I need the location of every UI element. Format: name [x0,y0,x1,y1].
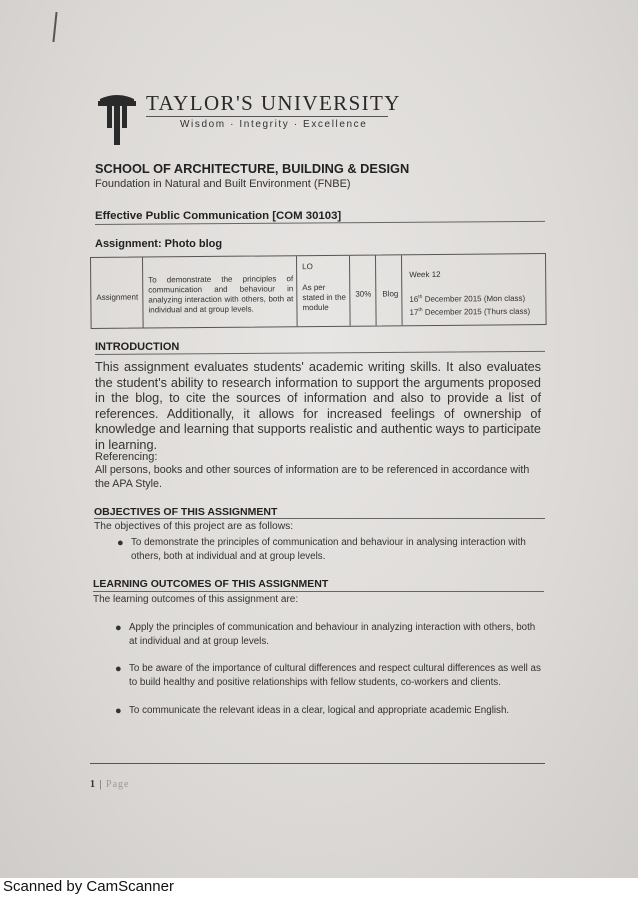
date1-day: 16 [409,294,419,304]
assignment-objective: To demonstrate the principles of communication and behaviour in analyzing interaction with others, both at individual and at group levels. [148,274,294,315]
assignment-format: Blog [382,289,399,299]
university-crest-icon [98,93,136,145]
objective-item [117,536,543,564]
assignment-title: Assignment: Photo blog [95,238,223,250]
learning-outcome-item [115,662,543,690]
lo-text: As per stated in the module [302,282,346,313]
school-name: SCHOOL OF ARCHITECTURE, BUILDING & DESIGN [95,161,410,176]
page-number: 1 [90,779,96,790]
university-name: TAYLOR'S UNIVERSITY [146,91,401,115]
learning-outcome-text: To be aware of the importance of cultural differences and respect cultural differences as well as to build healthy and positive relationships with fellow students, co-workers and clients. [129,663,541,688]
ordinal-suffix: th [418,306,423,313]
table-cell-type [91,258,144,328]
ordinal-suffix: th [418,294,423,301]
bullet-icon: ● [115,705,122,717]
referencing-text: All persons, books and other sources of information are to be referenced in accordance with the APA Style. [95,464,530,490]
footer-divider [90,763,545,764]
learning-outcome-text: To communicate the relevant ideas in a clear, logical and appropriate academic English. [129,705,510,716]
objectives-intro: The objectives of this project are as follows: [94,521,294,532]
assignment-weight: 30% [355,289,372,299]
pen-mark [52,12,57,42]
date2-day: 17 [409,307,419,317]
table-cell-objective [143,256,298,327]
deadline-dates [409,291,530,317]
lo-label: LO [302,262,313,272]
bullet-icon: ● [115,622,122,634]
learning-outcome-text: Apply the principles of communication and behaviour in analyzing interaction with others, both at individual and at group levels. [129,622,536,647]
objectives-heading: OBJECTIVES OF THIS ASSIGNMENT [94,506,278,518]
learning-outcomes-divider [93,591,544,592]
objectives-divider [94,518,545,519]
date1-rest: December 2015 (Mon class) [422,293,526,304]
university-logo [98,91,401,149]
logo-divider [146,116,388,117]
bullet-icon: ● [115,663,122,675]
learning-outcomes-heading: LEARNING OUTCOMES OF THIS ASSIGNMENT [93,578,329,590]
table-cell-lo [297,256,351,326]
table-cell-format [376,255,403,325]
assignment-type: Assignment [96,292,139,302]
deadline-week: Week 12 [409,269,441,280]
university-motto: Wisdom · Integrity · Excellence [180,119,368,130]
table-cell-weight [350,256,377,326]
page-footer: 1 | Page [90,779,130,790]
learning-outcome-item [115,621,543,649]
camscanner-watermark: Scanned by CamScanner [3,878,174,895]
bullet-icon: ● [117,537,124,549]
learning-outcomes-intro: The learning outcomes of this assignment are: [93,594,299,605]
program-name: Foundation in Natural and Built Environment (FNBE) [95,178,351,190]
introduction-heading: INTRODUCTION [95,341,180,353]
course-title: Effective Public Communication [COM 30103] [95,210,342,222]
date2-rest: December 2015 (Thurs class) [422,306,531,317]
page-label: Page [106,779,130,790]
learning-outcome-item [115,704,543,718]
referencing-label: Referencing: [95,451,158,463]
assignment-table [90,253,547,329]
introduction-paragraph: This assignment evaluates students' academic writing skills. It also evaluates the student's ability to research information to support the arguments proposed in the blog, to cite the sources of information and also to provide a list of references. Additionally, it allows for increased feelings of ownership of knowledge and learning that supports realistic and authentic ways to participate in learning. [95,360,541,452]
table-cell-deadline [402,254,546,325]
objective-item-text: To demonstrate the principles of communication and behaviour in analysing interaction with others, both at individual and at group levels. [131,537,526,562]
